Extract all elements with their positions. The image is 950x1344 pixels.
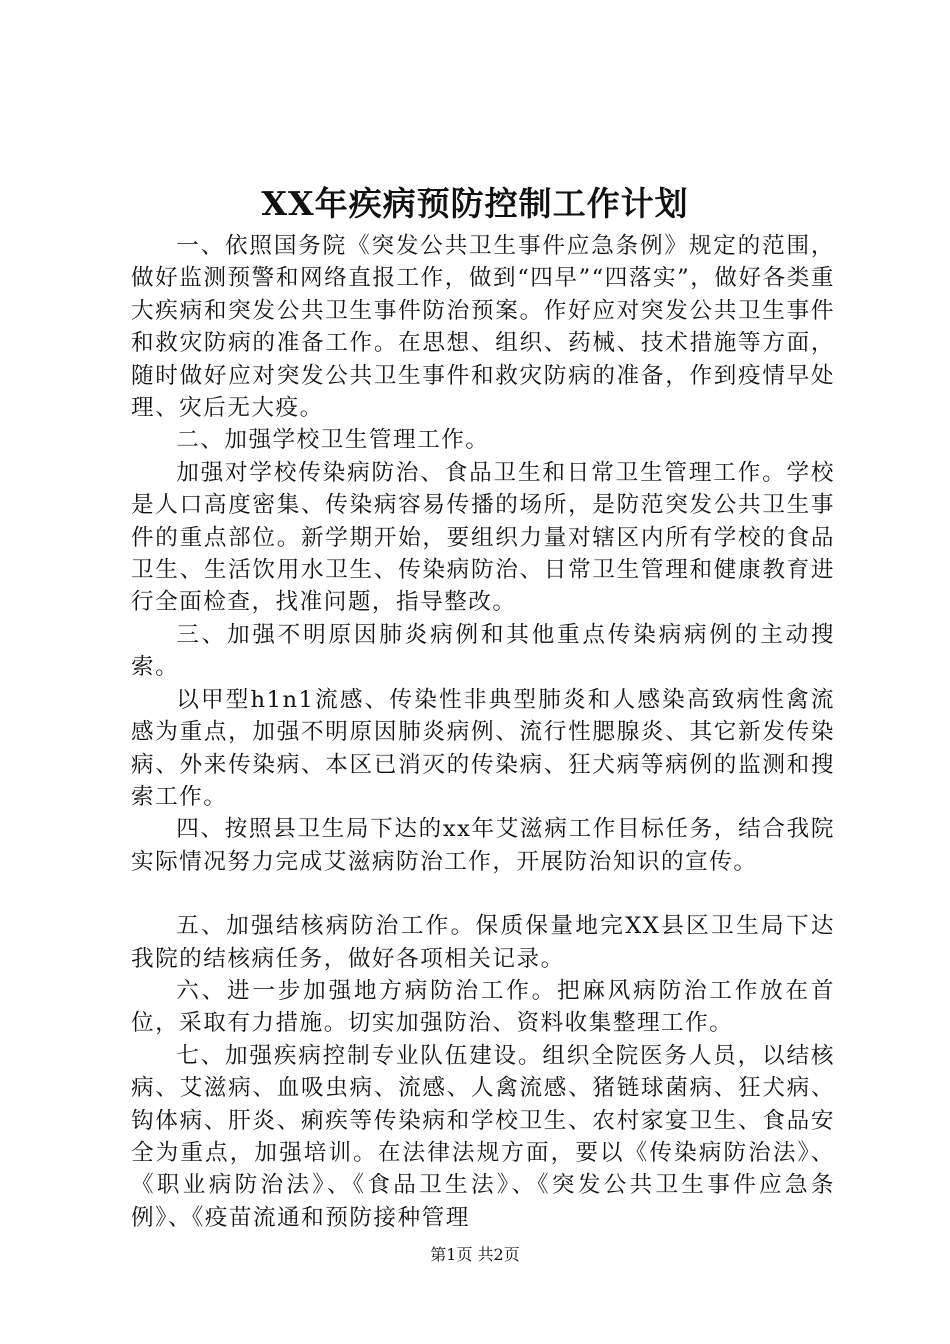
paragraph-8: 六、进一步加强地方病防治工作。把麻风病防治工作放在首位，采取有力措施。切实加强防治、资料收集整理工作。 <box>131 977 835 1037</box>
page-number-footer: 第1页 共2页 <box>430 1245 520 1264</box>
paragraph-1: 一、依照国务院《突发公共卫生事件应急条例》规定的范围，做好监测预警和网络直报工作，做到“四早”“四落实”，做好各类重大疾病和突发公共卫生事件防治预案。作好应对突发公共卫生事件和救灾防病的准备工作。在思想、组织、药械、技术措施等方面，随时做好应对突发公共卫生事件和救灾防病的准备，作到疫情早处理、灾后无大疫。 <box>131 233 835 422</box>
document-body <box>131 230 835 1234</box>
paragraph-2: 二、加强学校卫生管理工作。 <box>176 427 490 454</box>
paragraph-5: 以甲型h1n1流感、传染性非典型肺炎和人感染高致病性禽流感为重点，加强不明原因肺炎病例、流行性腮腺炎、其它新发传染病、外来传染病、本区已消灭的传染病、狂犬病等病例的监测和搜索工作。 <box>131 686 835 810</box>
paragraph-3: 加强对学校传染病防治、食品卫生和日常卫生管理工作。学校是人口高度密集、传染病容易传播的场所，是防范突发公共卫生事件的重点部位。新学期开始，要组织力量对辖区内所有学校的食品卫生、生活饮用水卫生、传染病防治、日常卫生管理和健康教育进行全面检查，找准问题，指导整改。 <box>131 459 835 616</box>
paragraph-9: 七、加强疾病控制专业队伍建设。组织全院医务人员，以结核病、艾滋病、血吸虫病、流感、人禽流感、猪链球菌病、狂犬病、钩体病、肝炎、痢疾等传染病和学校卫生、农村家宴卫生、食品安全为重点，加强培训。在法律法规方面，要以《传染病防治法》、《职业病防治法》、《食品卫生法》、《突发公共卫生事件应急条例》、《疫苗流通和预防接种管理 <box>131 1042 835 1231</box>
paragraph-4: 三、加强不明原因肺炎病例和其他重点传染病病例的主动搜索。 <box>131 621 835 681</box>
paragraph-7: 五、加强结核病防治工作。保质保量地完XX县区卫生局下达我院的结核病任务，做好各项相关记录。 <box>131 913 835 972</box>
paragraph-6: 四、按照县卫生局下达的xx年艾滋病工作目标任务，结合我院实际情况努力完成艾滋病防治工作，开展防治知识的宣传。 <box>131 816 835 875</box>
document-title: XX年疾病预防控制工作计划 <box>261 184 689 223</box>
